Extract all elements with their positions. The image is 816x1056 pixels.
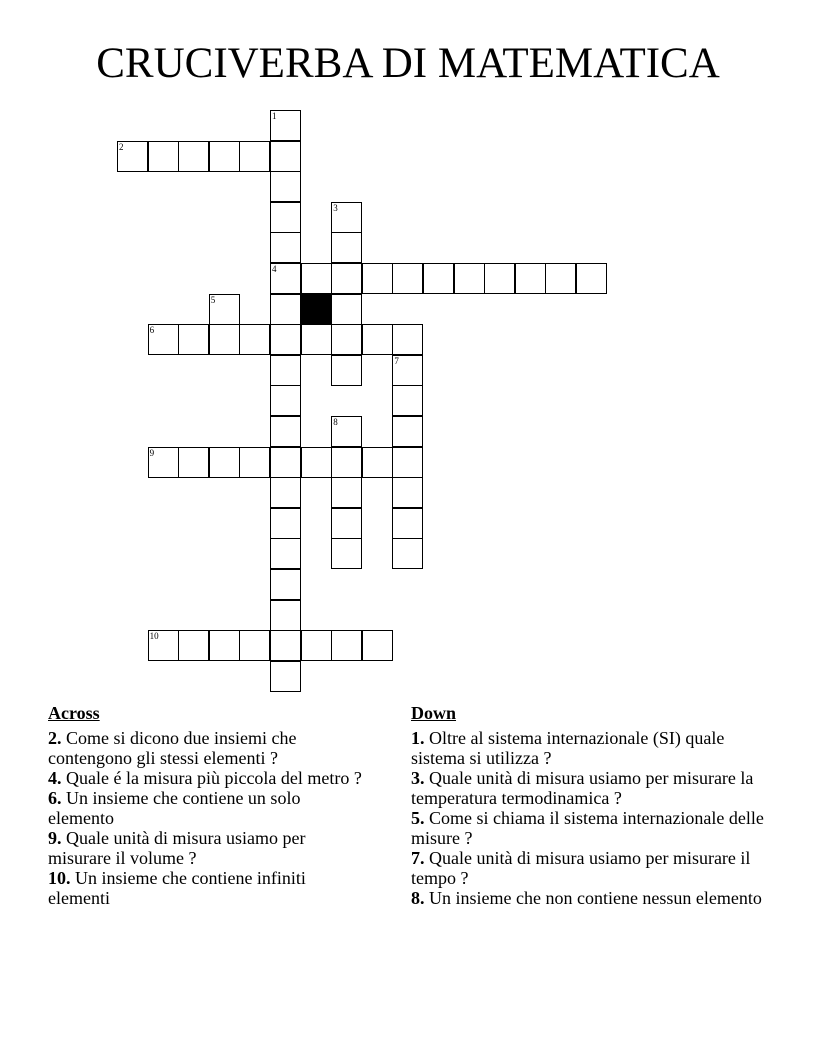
grid-cell[interactable]	[270, 569, 301, 600]
grid-cell[interactable]	[270, 324, 301, 355]
grid-cell[interactable]	[392, 263, 423, 294]
grid-cell[interactable]	[209, 141, 240, 172]
grid-cell[interactable]	[148, 141, 179, 172]
grid-cell[interactable]	[178, 630, 209, 661]
clue-number: 2	[119, 141, 124, 152]
clue-number: 5	[210, 294, 216, 305]
grid-cell[interactable]	[148, 630, 179, 661]
clue-across-9: 9. Quale unità di misura usiamo per misurare il volume ?	[48, 828, 306, 868]
clue-down-8: 8. Un insieme che non contiene nessun elemento	[411, 888, 762, 908]
clue-number: 1	[272, 111, 277, 121]
clue-across-10: 10. Un insieme che contiene infiniti elementi	[48, 868, 306, 908]
clue-number: 4	[272, 264, 277, 274]
grid-cell[interactable]	[545, 263, 576, 294]
grid-cell[interactable]	[270, 110, 301, 141]
grid-cell[interactable]	[178, 324, 209, 355]
grid-cell[interactable]	[239, 141, 270, 172]
grid-cell[interactable]	[239, 324, 270, 355]
clue-down-7: 7. Quale unità di misura usiamo per misurare il tempo ?	[411, 848, 751, 888]
grid-cell[interactable]	[301, 324, 332, 355]
grid-cell[interactable]	[392, 447, 423, 478]
grid-cell[interactable]	[331, 232, 362, 263]
clue-number: 10	[149, 631, 159, 642]
grid-cell[interactable]	[331, 630, 362, 661]
grid-cell[interactable]	[270, 600, 301, 631]
grid-cell[interactable]	[209, 447, 240, 478]
clue-number: 6	[149, 325, 155, 336]
grid-cell[interactable]	[331, 477, 362, 508]
grid-cell[interactable]	[270, 477, 301, 508]
grid-cell[interactable]	[209, 294, 240, 325]
grid-cell[interactable]	[392, 508, 423, 539]
grid-cell[interactable]	[392, 538, 423, 569]
grid-cell[interactable]	[392, 385, 423, 416]
clue-across-6: 6. Un insieme che contiene un solo elemento	[48, 788, 301, 828]
grid-cell[interactable]	[423, 263, 454, 294]
clue-down-3: 3. Quale unità di misura usiamo per misurare la temperatura termodinamica ?	[411, 768, 754, 808]
clue-across-4: 4. Quale é la misura più piccola del metro ?	[48, 768, 362, 788]
clue-down-5: 5. Come si chiama il sistema internazionale delle misure ?	[411, 808, 764, 848]
grid-cell[interactable]	[454, 263, 485, 294]
grid-cell[interactable]	[270, 630, 301, 661]
clue-number: 9	[149, 447, 155, 458]
grid-cell[interactable]	[301, 263, 332, 294]
grid-cell[interactable]	[270, 661, 301, 692]
grid-cell[interactable]	[392, 324, 423, 355]
grid-cell[interactable]	[270, 171, 301, 202]
grid-cell[interactable]	[362, 263, 393, 294]
grid-cell[interactable]	[270, 447, 301, 478]
grid-cell[interactable]	[392, 355, 423, 386]
grid-cell[interactable]	[239, 630, 270, 661]
grid-cell[interactable]	[392, 416, 423, 447]
grid-cell[interactable]	[270, 416, 301, 447]
grid-cell[interactable]	[331, 355, 362, 386]
clue-across-2: 2. Come si dicono due insiemi che contengono gli stessi elementi ?	[48, 728, 297, 768]
grid-cell[interactable]	[270, 385, 301, 416]
grid-cell[interactable]	[331, 263, 362, 294]
grid-cell[interactable]	[301, 447, 332, 478]
down-clues	[411, 702, 771, 908]
grid-cell[interactable]	[239, 447, 270, 478]
grid-cell[interactable]	[362, 447, 393, 478]
grid-cell[interactable]	[148, 324, 179, 355]
grid-block	[301, 294, 332, 325]
grid-cell[interactable]	[270, 508, 301, 539]
grid-cell[interactable]	[209, 324, 240, 355]
grid-cell[interactable]	[270, 202, 301, 233]
grid-cell[interactable]	[209, 630, 240, 661]
grid-cell[interactable]	[117, 141, 148, 172]
down-heading: Down	[411, 703, 457, 723]
grid-cell[interactable]	[270, 294, 301, 325]
grid-cell[interactable]	[362, 630, 393, 661]
grid-cell[interactable]	[270, 263, 301, 294]
across-clues	[48, 702, 368, 908]
grid-cell[interactable]	[270, 355, 301, 386]
grid-cell[interactable]	[331, 202, 362, 233]
grid-cell[interactable]	[331, 508, 362, 539]
grid-cell[interactable]	[331, 538, 362, 569]
clue-number: 8	[333, 417, 338, 427]
grid-cell[interactable]	[178, 141, 209, 172]
grid-cell[interactable]	[515, 263, 546, 294]
grid-cell[interactable]	[301, 630, 332, 661]
grid-cell[interactable]	[484, 263, 515, 294]
grid-cell[interactable]	[392, 477, 423, 508]
across-heading: Across	[48, 703, 100, 723]
clue-down-1: 1. Oltre al sistema internazionale (SI) quale sistema si utilizza ?	[411, 728, 725, 768]
grid-cell[interactable]	[270, 141, 301, 172]
grid-cell[interactable]	[331, 447, 362, 478]
page-title: CRUCIVERBA DI MATEMATICA	[96, 40, 720, 87]
grid-cell[interactable]	[270, 538, 301, 569]
grid-cell[interactable]	[576, 263, 607, 294]
grid-cell[interactable]	[148, 447, 179, 478]
grid-cell[interactable]	[331, 324, 362, 355]
grid-cell[interactable]	[331, 416, 362, 447]
grid-cell[interactable]	[178, 447, 209, 478]
clue-number: 7	[394, 355, 399, 366]
clue-number: 3	[333, 202, 338, 213]
grid-cell[interactable]	[270, 232, 301, 263]
grid-cell[interactable]	[362, 324, 393, 355]
grid-cell[interactable]	[331, 294, 362, 325]
